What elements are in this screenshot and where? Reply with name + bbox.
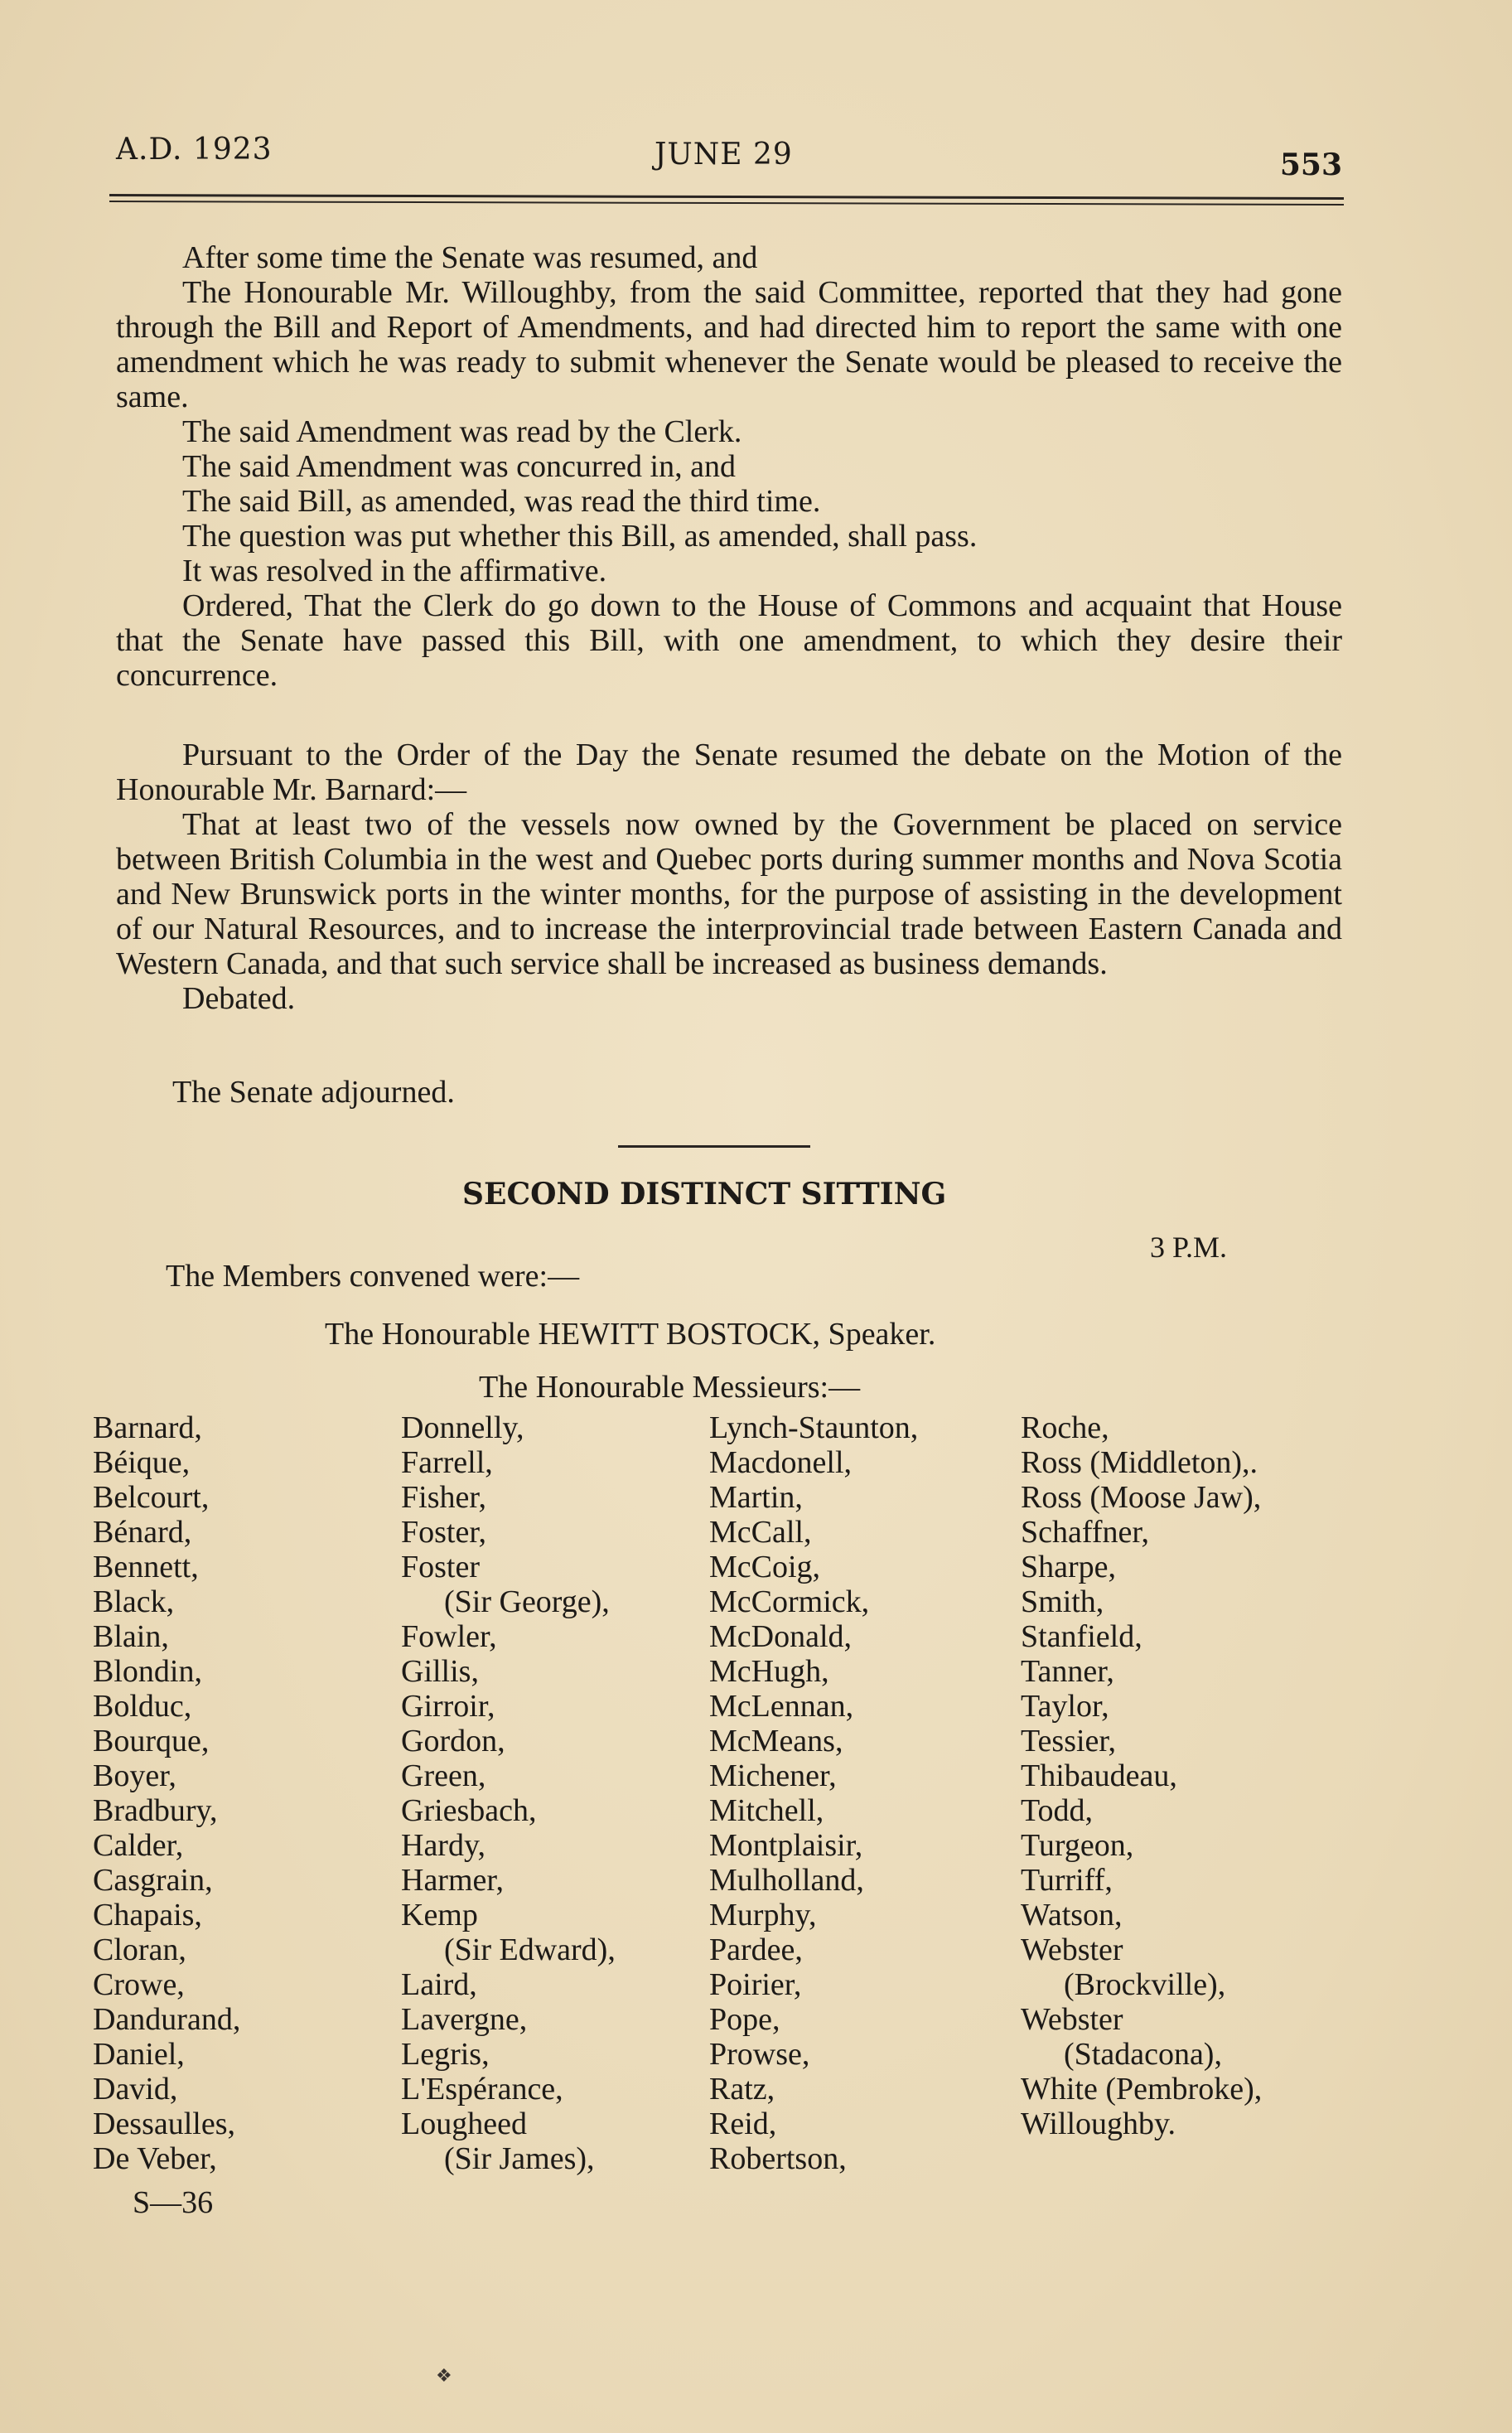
page-number: 553 [1279,148,1342,182]
header-year: A.D. 1923 [116,133,273,167]
member-name: Crowe, [93,1967,185,2002]
member-name: Watson, [1021,1898,1123,1932]
member-name: Gordon, [401,1724,505,1758]
member-name: Pardee, [709,1932,803,1967]
member-name: Foster, [401,1515,486,1550]
sitting-time: 3 P.M. [1150,1231,1228,1264]
member-name: Lavergne, [401,2002,528,2037]
member-name: Kemp [401,1898,478,1932]
member-name: Fisher, [401,1480,486,1515]
member-name: Tessier, [1021,1724,1117,1758]
member-name: Tanner, [1021,1654,1114,1689]
member-name: (Sir James), [444,2141,595,2176]
member-name: McDonald, [709,1619,853,1654]
member-name: Lougheed [401,2107,527,2141]
member-name: Ratz, [709,2072,775,2107]
header-rule-bottom [109,201,1344,206]
member-name: Bourque, [93,1724,210,1758]
committee-report-section [116,240,1342,693]
member-name: Macdonell, [709,1445,853,1480]
member-name: Roche, [1021,1410,1109,1445]
member-name: Belcourt, [93,1480,210,1515]
paragraph: Pursuant to the Order of the Day the Senate resumed the debate on the Motion of the Honourable Mr. Barnard:— [116,738,1342,807]
members-column-3 [709,1410,918,2176]
member-name: Daniel, [93,2037,185,2072]
member-name: Montplaisir, [709,1828,863,1863]
member-name: Bradbury, [93,1793,218,1828]
paragraph: The said Amendment was read by the Clerk. [182,414,742,449]
member-name: Sharpe, [1021,1550,1117,1584]
member-name: McCoig, [709,1550,821,1584]
member-name: Hardy, [401,1828,485,1863]
member-name: Turriff, [1021,1863,1113,1898]
member-name: Pope, [709,2002,780,2037]
paragraph: The question was put whether this Bill, as amended, shall pass. [182,519,978,554]
member-name: Webster [1021,1932,1123,1967]
member-name: Girroir, [401,1689,495,1724]
member-name: (Stadacona), [1064,2037,1222,2072]
member-name: Lynch-Staunton, [709,1410,919,1445]
paragraph: It was resolved in the affirmative. [182,554,607,588]
member-name: (Sir George), [444,1584,610,1619]
member-name: Schaffner, [1021,1515,1149,1550]
member-name: Blain, [93,1619,169,1654]
member-name: Blondin, [93,1654,202,1689]
member-name: Ross (Moose Jaw), [1021,1480,1262,1515]
paragraph: Ordered, That the Clerk do go down to the House of Commons and acquaint that House that the Senate have passed this Bill, with one amendment, to which they desire their concurrence. [116,588,1342,693]
member-name: Smith, [1021,1584,1104,1619]
header-date: JUNE 29 [655,138,793,172]
paragraph: Debated. [182,981,296,1016]
member-name: Casgrain, [93,1863,213,1898]
header-rule-top [109,194,1344,200]
member-name: Turgeon, [1021,1828,1134,1863]
member-name: White (Pembroke), [1021,2072,1263,2107]
member-name: Donnelly, [401,1410,524,1445]
member-name: Thibaudeau, [1021,1758,1177,1793]
members-column-4 [1021,1410,1262,2141]
member-name: Boyer, [93,1758,176,1793]
member-name: Calder, [93,1828,184,1863]
member-name: McHugh, [709,1654,829,1689]
member-name: Reid, [709,2107,777,2141]
member-name: (Sir Edward), [444,1932,616,1967]
member-name: Michener, [709,1758,837,1793]
member-name: Griesbach, [401,1793,537,1828]
convened-line: The Members convened were:— [166,1259,580,1294]
member-name: Bolduc, [93,1689,192,1724]
member-name: Prowse, [709,2037,810,2072]
messieurs-line: The Honourable Messieurs:— [479,1370,861,1405]
member-name: Chapais, [93,1898,202,1932]
member-name: McMeans, [709,1724,843,1758]
printer-mark: ❖ [436,2365,452,2386]
page-header [116,133,1342,182]
member-name: L'Espérance, [401,2072,563,2107]
adjourned-line: The Senate adjourned. [172,1075,455,1110]
member-name: Taylor, [1021,1689,1109,1724]
member-name: Foster [401,1550,480,1584]
member-name: Webster [1021,2002,1123,2037]
member-name: Barnard, [93,1410,202,1445]
member-name: Dandurand, [93,2002,241,2037]
member-name: Mitchell, [709,1793,824,1828]
member-name: Stanfield, [1021,1619,1142,1654]
member-name: Martin, [709,1480,803,1515]
member-name: McLennan, [709,1689,854,1724]
member-name: Willoughby. [1021,2107,1176,2141]
paragraph: The said Bill, as amended, was read the third time. [182,484,821,519]
member-name: Robertson, [709,2141,847,2176]
member-name: Poirier, [709,1967,802,2002]
paragraph: The said Amendment was concurred in, and [182,449,736,484]
signature-mark: S—36 [133,2185,214,2220]
paragraph: The Honourable Mr. Willoughby, from the said Committee, reported that they had gone through the Bill and Report of Amendments, and had directed him to report the same with one amendment which he was ready to submit whenever the Senate would be pleased to receive the same. [116,275,1342,414]
member-name: David, [93,2072,178,2107]
member-name: Green, [401,1758,486,1793]
member-name: Todd, [1021,1793,1094,1828]
member-name: Cloran, [93,1932,186,1967]
section-divider [618,1145,810,1148]
motion-section [116,738,1342,1016]
paragraph: That at least two of the vessels now owned by the Government be placed on service between British Columbia in the west and Quebec ports during summer months and Nova Scotia and New Brunswick ports in the winter months, for the purpose of assisting in the development of our Natural Resources, and to increase the interprovincial trade between Eastern Canada and Western Canada, and that such service shall be increased as business demands. [116,807,1342,981]
member-name: McCall, [709,1515,812,1550]
member-name: Black, [93,1584,175,1619]
member-name: Gillis, [401,1654,479,1689]
paragraph: After some time the Senate was resumed, and [182,240,758,275]
member-name: Harmer, [401,1863,505,1898]
member-name: Laird, [401,1967,477,2002]
sitting-title: SECOND DISTINCT SITTING [462,1177,947,1212]
member-name: Ross (Middleton),. [1021,1445,1258,1480]
member-name: De Veber, [93,2141,217,2176]
member-name: Fowler, [401,1619,497,1654]
member-name: Dessaulles, [93,2107,236,2141]
member-name: McCormick, [709,1584,870,1619]
member-name: Farrell, [401,1445,493,1480]
member-name: Legris, [401,2037,490,2072]
members-column-2 [401,1410,616,2176]
member-name: Bénard, [93,1515,192,1550]
speaker-line: The Honourable HEWITT BOSTOCK, Speaker. [325,1317,936,1352]
member-name: Béique, [93,1445,191,1480]
members-column-1 [93,1410,240,2176]
member-name: Murphy, [709,1898,817,1932]
member-name: Bennett, [93,1550,199,1584]
member-name: Mulholland, [709,1863,864,1898]
member-name: (Brockville), [1064,1967,1226,2002]
